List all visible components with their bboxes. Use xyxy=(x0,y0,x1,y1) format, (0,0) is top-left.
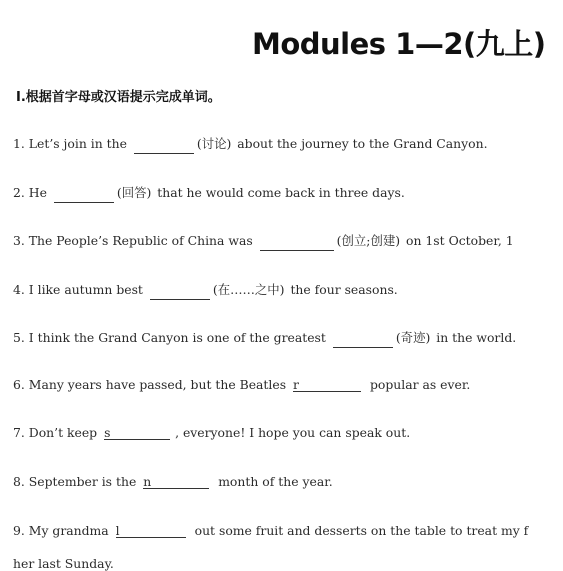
initial-letter: n xyxy=(143,474,152,489)
question-text-before: My grandma xyxy=(28,523,109,538)
question-number: 9. xyxy=(13,523,25,538)
question-5 xyxy=(13,328,516,348)
question-text-after: popular as ever. xyxy=(369,377,471,392)
answer-blank[interactable] xyxy=(104,425,170,440)
question-text-after: that he would come back in three days. xyxy=(157,185,405,200)
page-title: Modules 1—2(九上) xyxy=(252,27,546,61)
answer-blank[interactable] xyxy=(150,285,210,300)
question-text-before: Many years have passed, but the Beatles xyxy=(28,377,287,392)
question-number: 2. xyxy=(13,185,25,200)
question-4 xyxy=(13,280,398,300)
question-number: 8. xyxy=(13,474,25,489)
question-number: 4. xyxy=(13,282,25,297)
question-number: 5. xyxy=(13,330,25,345)
question-9 xyxy=(13,523,528,538)
chinese-hint: (在……之中) xyxy=(212,282,285,297)
answer-blank[interactable] xyxy=(134,139,194,154)
answer-blank[interactable] xyxy=(116,523,186,538)
answer-blank[interactable] xyxy=(333,333,393,348)
question-text-before: I like autumn best xyxy=(28,282,143,297)
question-number: 6. xyxy=(13,377,25,392)
answer-blank[interactable] xyxy=(54,188,114,203)
question-9-continuation xyxy=(13,556,114,571)
question-text-before: The People’s Republic of China was xyxy=(28,233,253,248)
initial-letter: l xyxy=(115,523,120,538)
question-number: 3. xyxy=(13,233,25,248)
question-text-after: about the journey to the Grand Canyon. xyxy=(237,136,488,151)
question-text-after: out some fruit and desserts on the table to treat my f xyxy=(194,523,529,538)
answer-blank[interactable] xyxy=(143,474,209,489)
question-text-before: I think the Grand Canyon is one of the greatest xyxy=(28,330,326,345)
chinese-hint: (奇迹) xyxy=(395,330,431,345)
question-text-after: on 1st October, 1 xyxy=(406,233,514,248)
question-6 xyxy=(13,377,470,392)
question-7 xyxy=(13,425,410,440)
question-2 xyxy=(13,183,405,203)
question-8 xyxy=(13,474,333,489)
question-text-before: her last Sunday. xyxy=(13,556,114,571)
question-text-before: September is the xyxy=(28,474,137,489)
answer-blank[interactable] xyxy=(293,377,361,392)
question-text-after: , everyone! I hope you can speak out. xyxy=(175,425,411,440)
question-3 xyxy=(13,231,514,251)
question-text-after: month of the year. xyxy=(218,474,333,489)
question-text-after: in the world. xyxy=(436,330,517,345)
chinese-hint: (创立;创建) xyxy=(336,233,401,248)
section-heading: Ⅰ.根据首字母或汉语提示完成单词。 xyxy=(16,90,221,105)
question-text-before: Don’t keep xyxy=(28,425,98,440)
question-number: 1. xyxy=(13,136,25,151)
chinese-hint: (回答) xyxy=(116,185,152,200)
question-text-before: He xyxy=(28,185,47,200)
question-1 xyxy=(13,134,488,154)
initial-letter: r xyxy=(293,377,299,392)
question-text-after: the four seasons. xyxy=(290,282,398,297)
question-number: 7. xyxy=(13,425,25,440)
answer-blank[interactable] xyxy=(260,236,334,251)
question-text-before: Let’s join in the xyxy=(28,136,127,151)
initial-letter: s xyxy=(104,425,111,440)
chinese-hint: (讨论) xyxy=(196,136,232,151)
